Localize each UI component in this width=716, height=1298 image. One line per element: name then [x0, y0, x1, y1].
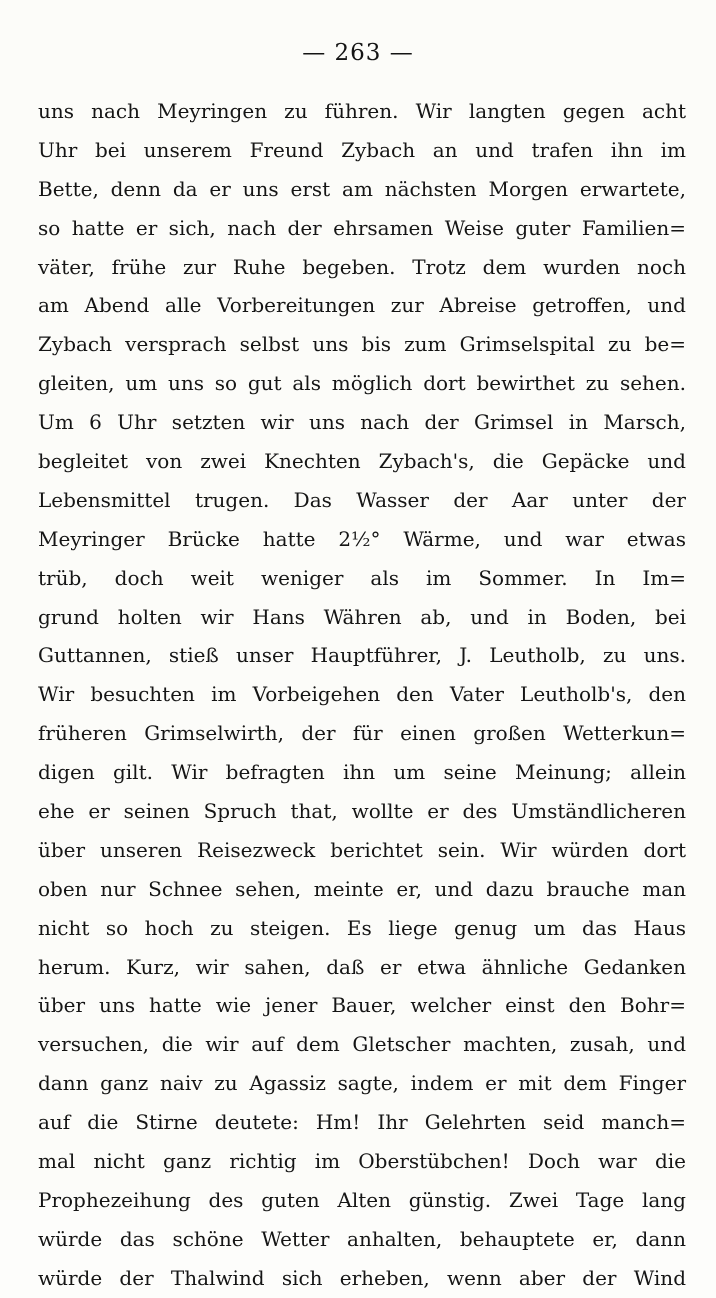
page-number: — 263 — — [302, 40, 414, 66]
text-line: würde das schöne Wetter anhalten, behauptete er, dann — [38, 1226, 686, 1251]
text-line: Bette, denn da er uns erst am nächsten Morgen erwartete, — [38, 176, 686, 201]
text-line: gleiten, um uns so gut als möglich dort bewirthet zu sehen. — [38, 371, 686, 396]
text-line: oben nur Schnee sehen, meinte er, und dazu brauche man — [38, 876, 686, 901]
text-line: begleitet von zwei Knechten Zybach's, die Gepäcke und — [38, 449, 686, 474]
text-line: Guttannen, stieß unser Hauptführer, J. Leutholb, zu uns. — [38, 643, 686, 668]
text-line: Lebensmittel trugen. Das Wasser der Aar unter der — [38, 487, 686, 512]
text-line: über unseren Reisezweck berichtet sein. Wir würden dort — [38, 837, 686, 862]
text-line: dann ganz naiv zu Agassiz sagte, indem er mit dem Finger — [38, 1071, 686, 1096]
text-line: Wir besuchten im Vorbeigehen den Vater Leutholb's, den — [38, 682, 686, 707]
text-line: nicht so hoch zu steigen. Es liege genug um das Haus — [38, 915, 686, 940]
text-line: auf die Stirne deutete: Hm! Ihr Gelehrten seid manch= — [38, 1110, 686, 1135]
text-line: grund holten wir Hans Währen ab, und in Boden, bei — [38, 604, 686, 629]
text-line: Meyringer Brücke hatte 2½° Wärme, und war etwas — [38, 526, 686, 551]
text-line: mal nicht ganz richtig im Oberstübchen! Doch war die — [38, 1149, 686, 1174]
text-line: väter, frühe zur Ruhe begeben. Trotz dem wurden noch — [38, 254, 686, 279]
text-line: herum. Kurz, wir sahen, daß er etwa ähnliche Gedanken — [38, 954, 686, 979]
text-line: Zybach versprach selbst uns bis zum Grimselspital zu be= — [38, 332, 686, 357]
text-line: über uns hatte wie jener Bauer, welcher einst den Bohr= — [38, 993, 686, 1018]
text-line: ehe er seinen Spruch that, wollte er des Umständlicheren — [38, 799, 686, 824]
text-line: Uhr bei unserem Freund Zybach an und trafen ihn im — [38, 137, 686, 162]
text-line: am Abend alle Vorbereitungen zur Abreise getroffen, und — [38, 293, 686, 318]
text-line: Um 6 Uhr setzten wir uns nach der Grimsel in Marsch, — [38, 410, 686, 435]
text-line: früheren Grimselwirth, der für einen großen Wetterkun= — [38, 721, 686, 746]
text-line: digen gilt. Wir befragten ihn um seine Meinung; allein — [38, 760, 686, 785]
text-line: versuchen, die wir auf dem Gletscher machten, zusah, und — [38, 1032, 686, 1057]
text-line: trüb, doch weit weniger als im Sommer. In Im= — [38, 565, 686, 590]
text-line: so hatte er sich, nach der ehrsamen Weise guter Familien= — [38, 215, 686, 240]
text-line: uns nach Meyringen zu führen. Wir langten gegen acht — [38, 99, 686, 123]
text-line: würde der Thalwind sich erheben, wenn aber der Wind — [38, 1265, 686, 1290]
body-text — [38, 92, 686, 1298]
text-line: Prophezeihung des guten Alten günstig. Zwei Tage lang — [38, 1187, 686, 1212]
